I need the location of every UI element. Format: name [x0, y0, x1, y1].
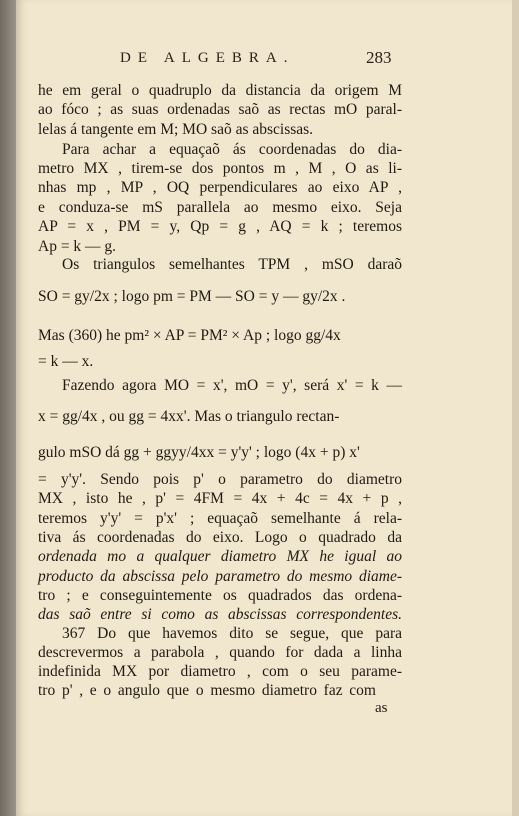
- page-edge: [512, 0, 519, 816]
- line-text: = k — x.: [38, 353, 94, 370]
- line-text: das saõ entre si como as abscissas correspondentes.: [38, 606, 402, 623]
- text-line: [38, 643, 402, 663]
- text-line: [38, 662, 402, 682]
- line-text: Mas (360) he pm² × AP = PM² × Ap ; logo gg/4x: [38, 327, 341, 344]
- text-line: [38, 120, 402, 140]
- line-text: teremos y'y' = p'x' ; equaçaõ semelhante á rela-: [38, 510, 402, 527]
- text-line: [38, 528, 402, 548]
- binding-gutter: [0, 0, 16, 816]
- text-line: [38, 326, 402, 346]
- line-text: = y'y'. Sendo pois p' o parametro do diametro: [38, 471, 402, 488]
- line-text: e conduza-se mS parallela ao mesmo eixo. Seja: [38, 199, 402, 216]
- line-text: indefinida MX por diametro , com o seu parame-: [38, 663, 402, 680]
- text-line: [38, 547, 402, 567]
- text-line: [38, 443, 402, 463]
- line-text: lelas á tangente em M; MO saõ as abscissas.: [38, 121, 314, 138]
- text-line: [38, 586, 402, 606]
- text-line: [38, 605, 402, 625]
- running-header: DE ALGEBRA.: [120, 50, 295, 66]
- line-text: ao fóco ; as suas ordenadas saõ as rectas mO paral-: [38, 101, 402, 118]
- text-line: [38, 509, 402, 529]
- line-text: producto da abscissa pelo parametro do mesmo diame-: [38, 568, 402, 585]
- line-text: 367 Do que havemos dito se segue, que para: [62, 625, 402, 642]
- line-text: Ap = k — g.: [38, 238, 117, 255]
- text-line: [38, 100, 402, 120]
- text-line: [62, 255, 402, 275]
- line-text: metro MX , tirem-se dos pontos m , M , O as li-: [38, 160, 402, 177]
- line-text: AP = x , PM = y, Qp = g , AQ = k ; teremos: [38, 218, 402, 235]
- text-line: [38, 287, 402, 307]
- text-line: [38, 81, 402, 101]
- text-line: [38, 489, 402, 509]
- text-line: [62, 624, 402, 644]
- line-text: ordenada mo a qualquer diametro MX he igual ao: [38, 548, 402, 565]
- text-line: [38, 352, 402, 372]
- line-text: nhas mp , MP , OQ perpendiculares ao eixo AP ,: [38, 179, 402, 196]
- text-line: [62, 140, 402, 160]
- line-text: tro ; e conseguintemente os quadrados das ordena-: [38, 587, 402, 604]
- text-line: [38, 159, 402, 179]
- line-text: SO = gy/2x ; logo pm = PM — SO = y — gy/2x .: [38, 288, 346, 305]
- line-text: Para achar a equaçaõ ás coordenadas do dia-: [62, 141, 402, 158]
- text-line: [38, 470, 402, 490]
- text-line: [38, 681, 376, 701]
- text-line: [38, 198, 402, 218]
- line-text: Fazendo agora MO = x', mO = y', será x' = k —: [62, 377, 402, 394]
- text-line: [38, 217, 402, 237]
- line-text: MX , isto he , p' = 4FM = 4x + 4c = 4x + p ,: [38, 490, 402, 507]
- line-text: he em geral o quadruplo da distancia da origem M: [38, 82, 402, 99]
- line-text: gulo mSO dá gg + ggyy/4xx = y'y' ; logo (4x + p) x': [38, 444, 360, 461]
- line-text: descrevermos a parabola , quando for dada a linha: [38, 644, 402, 661]
- text-line: [38, 237, 402, 257]
- line-text: tro p' , e o angulo que o mesmo diametro faz com: [38, 682, 376, 699]
- line-text: x = gg/4x , ou gg = 4xx'. Mas o triangulo rectan-: [38, 408, 340, 425]
- catchword: as: [375, 700, 388, 716]
- page-number: 283: [366, 48, 392, 67]
- text-line: [38, 567, 402, 587]
- text-line: [62, 376, 402, 396]
- text-line: [38, 407, 402, 427]
- line-text: Os triangulos semelhantes TPM , mSO daraõ: [62, 256, 402, 273]
- line-text: tiva ás coordenadas do eixo. Logo o quadrado da: [38, 529, 402, 546]
- text-line: [38, 178, 402, 198]
